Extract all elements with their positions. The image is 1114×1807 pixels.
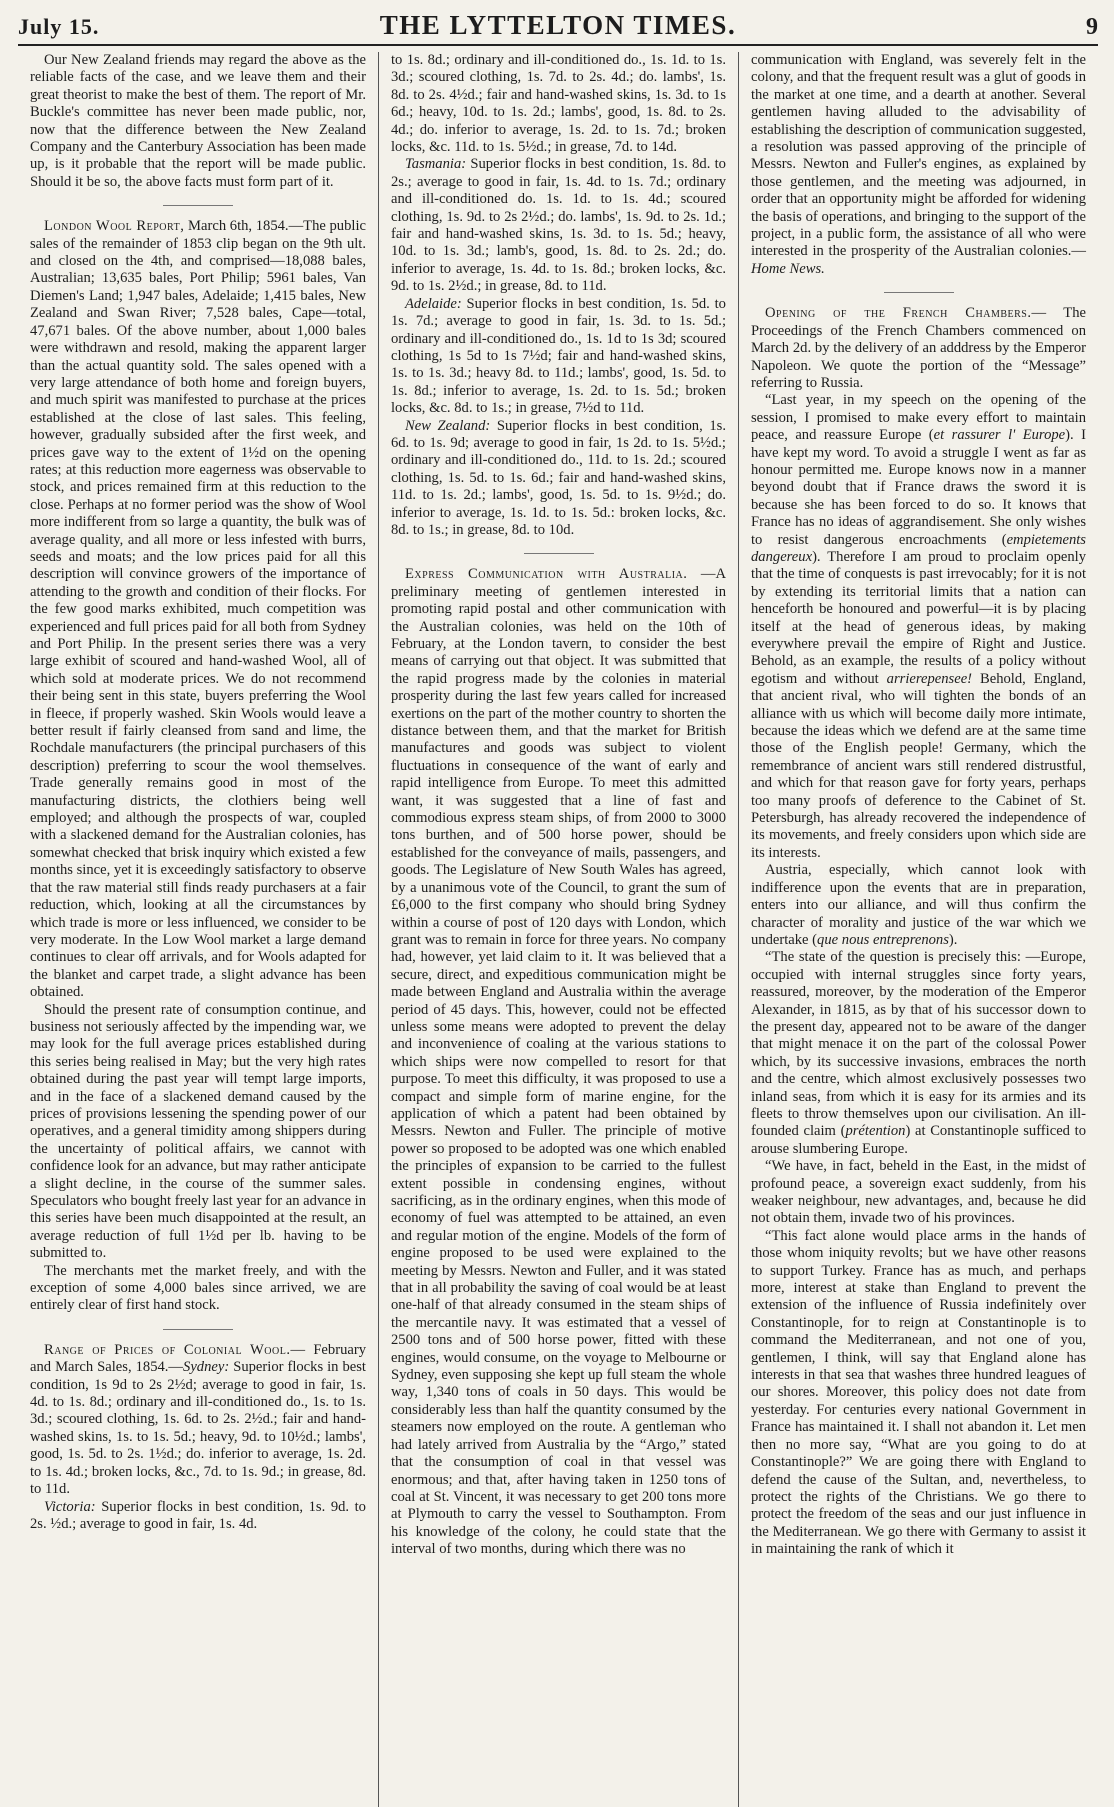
- french-paragraph-1: “Last year, in my speech on the opening of the session, I promised to make every effort to maintain peace, and reassure Europe (et rassurer l' Europe). I have kept my word. To avoid a struggle I went as far as honour permitted me. Europe knows now in a manner beyond doubt that if France draws the sword it is because she has been forced to do so. It knows that France has no ideas of aggrandisement. She only wishes to resist dangerous encroachments (empietements dangereux). Therefore I am proud to proclaim openly that the time of conquests is past irrevocably; for it is not by extending its territorial limits that a nation can henceforth be honoured and powerful—it is by placing itself at the head of generous ideas, by making everywhere prevail the empire of Right and Justice. Behold, as an example, the results of a policy without egotism and without arrierepensee! Behold, England, that ancient rival, who will tighten the bonds of an alliance with us which will become daily more intimate, because the ideas which we defend are at the same time those of the English people! Germany, which the remembrance of ancient wars still rendered distrustful, and which for that reason gave for forty years, perhaps too many proofs of deference to the Cabinet of St. Petersburgh, has already recovered the independence of its movements, and freely considers upon which side are its interests.: [751, 392, 1086, 861]
- range-heading: Range of Prices of Colonial Wool.—: [44, 1341, 306, 1358]
- wool-report-heading: London Wool Report,: [44, 218, 185, 235]
- section-divider: [884, 292, 954, 293]
- column-1: [18, 52, 378, 1807]
- issue-date: July 15.: [18, 14, 100, 39]
- french-paragraph-5: “This fact alone would place arms in the hands of those whom iniquity revolts; but we have other reasons to support Turkey. France has as much, and perhaps more, interest at stake than England to prevent the extension of the influence of Russia indefinitely over Constantinople, for to reign at Constantinople is to command the Mediterranean, and not one of you, gentlemen, I think, will say that England alone has interests in that sea that washes three hundred leagues of our shores. Moreover, this policy does not date from yesterday. For centuries every national Government in France has maintained it. I shall not abandon it. Let men then no more say, “What are you going to do at Constantinople?” We are going there with England to defend the cause of the Sultan, and, nevertheless, to protect the rights of the Christians. We go there to protect the freedom of the seas and our just influence in the Mediterranean. We go there with Germany to assist it in maintaining the rank of which it: [751, 1227, 1086, 1558]
- source-credit: Home News.: [751, 260, 825, 277]
- adelaide-paragraph: Adelaide: Superior flocks in best condition, 1s. 5d. to 1s. 7d.; average to good in fair, 1s. 3d. to 1s. 5d.; ordinary and ill-conditioned do., 1s. 1d to 1s 3d; scoured clothing, 1s 5d to 1s 7½d; fair and hand-washed skins, 1s. to 1s. 3d.; heavy 8d. to 11d.; lambs', good, 1s. 5d. to 1s. 8d.; inferior to average, 1s. 2d. to 1s. 5d.; broken locks, &c. 8d. to 1s.; in grease, 7½d to 11d.: [391, 295, 726, 417]
- column-3: [738, 52, 1098, 1807]
- french-paragraph-2: Austria, especially, which cannot look with indifference upon the events that are in preparation, enters into our alliance, and will thus confirm the character of morality and justice of the war which we undertake (que nous entreprenons).: [751, 862, 1086, 948]
- section-divider: [163, 1329, 233, 1330]
- express-heading: Express Communication with Australia.: [405, 566, 688, 583]
- page-number: 9: [1086, 14, 1098, 40]
- french-paragraph-3: “The state of the question is precisely this: —Europe, occupied with internal struggles since forty years, reassured, moreover, by the moderation of the Emperor Alexander, in 1815, as by that of his successor down to the present day, appeared not to be aware of the danger that might menace it on the part of the colossal Power which, by its successive invasions, embraces the north and the centre, which almost exclusively possesses two inland seas, from which it is easy for its armies and its fleets to throw themselves upon our civilisation. An ill-founded claim (prétention) at Constantinople sufficed to arouse slumbering Europe.: [751, 949, 1086, 1157]
- newspaper-title: THE LYTTELTON TIMES.: [379, 10, 737, 40]
- tasmania-label: Tasmania:: [405, 156, 467, 173]
- adelaide-label: Adelaide:: [405, 295, 462, 312]
- article-columns: [18, 52, 1098, 1807]
- section-divider: [524, 553, 594, 554]
- new-zealand-label: New Zealand:: [405, 417, 491, 434]
- sydney-label: Sydney:: [183, 1359, 230, 1376]
- intro-paragraph: Our New Zealand friends may regard the above as the reliable facts of the case, and we leave them and their great theorist to make the best of them. The report of Mr. Buckle's committee has never been made public, nor, now that the difference between the New Zealand Company and the Canterbury Association has been made up, is it probable that the report will be made public. Should it be so, the above facts must form part of it.: [30, 52, 366, 190]
- tasmania-paragraph: Tasmania: Superior flocks in best condition, 1s. 8d. to 2s.; average to good in fair, 1s. 4d. to 1s. 7d.; ordinary and ill-conditioned do. 1s. 1d. to 1s. 4d.; scoured clothing, 1s. 9d. to 2s 2½d.; do. lambs', 1s. 9d. to 2s. 1d.; fair and hand-washed skins, 1s. 3d. to 1s. 5d.; heavy, 10d. to 1s. 3d.; lamb's, good, 1s. 8d. to 2s. 2d.; do. inferior to average, 1s. 4d. to 1s. 8d.; broken locks, &c. 9d. to 1s. 2½d.; in grease, 8d. to 11d.: [391, 156, 726, 295]
- wool-report-paragraph-2: Should the present rate of consumption continue, and business not seriously affected by the impending war, we may look for the full average prices established during this series being realised in May; but the very high rates obtained during the past year will tempt large imports, and in the face of a slackened demand caused by the prices of provisions lessening the spending power of our operatives, and a general timidity among shippers during the uncertainty of political affairs, we cannot with confidence look for an advance, but may rather anticipate a slight decline, in the course of the summer sales. Speculators who bought freely last year for an advance in this series have been much disappointed at the result, an average reduction of full 1½d per lb. having to be submitted to.: [30, 1001, 366, 1262]
- section-divider: [163, 205, 233, 206]
- wool-report-paragraph-3: The merchants met the market freely, and with the exception of some 4,000 bales since arrived, we are entirely clear of first hand stock.: [30, 1262, 366, 1314]
- french-chambers-paragraph: Opening of the French Chambers.— The Proceedings of the French Chambers commenced on March 2d. by the delivery of an adddress by the Emperor Napoleon. We quote the portion of the “Message” referring to Russia.: [751, 305, 1086, 391]
- victoria-label: Victoria:: [44, 1498, 96, 1515]
- french-paragraph-4: “We have, in fact, beheld in the East, in the midst of profound peace, a sovereign exact suddenly, from his weaker neighbour, new advantages, and, because he did not obtain them, invade two of his provinces.: [751, 1158, 1086, 1227]
- new-zealand-paragraph: New Zealand: Superior flocks in best condition, 1s. 6d. to 1s. 9d; average to good in fair, 1s 2d. to 1s. 5½d.; ordinary and ill-conditioned do., 11d. to 1s. 2d.; scoured clothing, 1s. 5d. to 1s. 6d.; fair and hand-washed skins, 11d. to 1s. 2d.; lambs', good, 1s. 5d. to 1s. 9½d.; do. inferior to average, 1s. 1d. to 1s. 5d.: broken locks, &c. 8d. to 1s.; in grease, 8d. to 10d.: [391, 417, 726, 538]
- wool-report-paragraph: London Wool Report, March 6th, 1854.—The public sales of the remainder of 1853 clip began on the 9th ult. and closed on the 4th, and comprised—18,088 bales, Australian; 13,635 bales, Port Philip; 5961 bales, Van Diemen's Land; 1,947 bales, Adelaide; 1,415 bales, New Zealand and Swan River; 7,528 bales, Cape—total, 47,671 bales. Of the above number, about 1,000 bales were withdrawn and resold, making the apparent larger than the actual quantity sold. The sales opened with a very large attendance of both home and foreign buyers, and much spirit was manifested to purchase at the prices established at the close of last sales. This feeling, however, gradually subsided after the first week, and prices gave way to the extent of 1½d on the opening rates; at this reduction more eagerness was observable to stock, and prices remained firm at this reduction to the close. Perhaps at no former period was the show of Wool more indifferent from so large a quantity, the bulk was of average quality, and all more or less infested with burrs, seeds and moats; and the low prices paid for all this description will convince growers of the importance of attending to the growth and condition of their flocks. For the few good marks exhibited, much competition was experienced and full prices paid for all both from Sydney and Port Philip. In the present series there was a very large exhibit of scoured and hand-washed Wool, all of which sold at moderate prices. We do not recommend their being sent in this state, buyers preferring the Wool in fleece, if properly washed. Skin Wools would leave a better result if fairly cleansed from sand and lime, the Rochdale manufacturers (the principal purchasers of this description) preferring to scour the wool themselves. Trade generally remains good in most of the manufacturing districts, the clothiers being well employed; and although the prospects of war, coupled with a slackened demand for the Australian colonies, has somewhat checked that brisk inquiry which existed a few months since, yet it is exceedingly satisfactory to observe that the raw material still finds ready purchasers at a fair reduction, which, looking at all the circumstances by which trade is more or less influenced, we consider to be very moderate. In the Low Wool market a large demand continues to clear off arrivals, and for Wools adapted for the blanket and carpet trade, a slight advance has been obtained.: [30, 218, 366, 1001]
- victoria-paragraph: Victoria: Superior flocks in best condition, 1s. 9d. to 2s. ½d.; average to good in fair, 1s. 4d.: [30, 1498, 366, 1532]
- french-chambers-heading: Opening of the French Chambers.—: [765, 305, 1047, 322]
- range-heading-paragraph: Range of Prices of Colonial Wool.— February and March Sales, 1854.—Sydney: Superior flocks in best condition, 1s 9d to 2s 2½d; average to good in fair, 1s. 4d. to 1s. 8d.; ordinary and ill-conditioned do., 1s. to 1s. 3d.; scoured clothing, 1s. 6d. to 2s. 2½d.; fair and hand-washed skins, 1s. to 1s. 5d.; heavy, 9d. to 10½d.; lambs', good, 1s. 5d. to 2s. 1½d.; do. inferior to average, 1s. 2d. to 1s. 4d.; broken locks, &c., 7d. to 1s. 9d.; in grease, 8d. to 11d.: [30, 1341, 366, 1498]
- express-continued: communication with England, was severely felt in the colony, and that the frequent result was a glut of goods in the market at one time, and a dearth at another. Several gentlemen having alluded to the advisability of establishing the description of communication suggested, a resolution was passed approving of the principle of Messrs. Newton and Fuller's engines, as explained by those gentlemen, and the meeting was adjourned, in order that an opportunity might be afforded for widening the basis of operations, and bringing to the support of the project, in a public form, the assistance of all who were interested in the prosperity of the Australian colonies.—Home News.: [751, 52, 1086, 277]
- column-2: [378, 52, 738, 1807]
- masthead: [18, 10, 1098, 46]
- victoria-continued: to 1s. 8d.; ordinary and ill-conditioned do., 1s. 1d. to 1s. 3d.; scoured clothing, 1s. 7d. to 2s. 4d.; do. lambs', 1s. 8d. to 2s. 4½d.; fair and hand-washed skins, 1s. 3d. to 1s 6d.; heavy, 10d. to 1s. 2d.; lambs', good, 1s. 8d. to 2s. 4d.; do. inferior to average, 1s. 2d. to 1s. 7d.; broken locks, &c. 11d. to 1s. 5½d.; in grease, 7d. to 14d.: [391, 52, 726, 156]
- express-paragraph: Express Communication with Australia. —A preliminary meeting of gentlemen interested in promoting rapid postal and other communication with the Australian colonies, was held on the 10th of February, at the London tavern, to consider the best means of carrying out that object. It was submitted that the rapid progress made by the colonies in material prosperity during the last few years called for increased exertions on the part of the mother country to shorten the distance between them, and that the market for British manufactures and goods was subject to violent fluctuations in consequence of the want of early and rapid intelligence from Europe. To meet this admitted want, it was suggested that a line of fast and commodious express steam ships, of from 2000 to 3000 tons burthen, and of 500 horse power, should be established for the conveyance of mails, passengers, and goods. The Legislature of New South Wales has agreed, by a unanimous vote of the Council, to grant the sum of £6,000 to the first company who should bring Sydney within a course of post of 120 days with London, which grant was to remain in force for three years. No company had, however, yet laid claim to it. It was believed that a secure, direct, and expeditious communication might be made between England and Australia within the average period of 45 days. This, however, could not be effected unless some means were adopted to prevent the delay and inconvenience of coaling at the various stations to which ships were now compelled to resort for that purpose. To meet this difficulty, it was proposed to use a compact and simple form of marine engine, for the application of which a patent had been obtained by Messrs. Newton and Fuller. The principle of motive power so proposed to be adopted was one which enabled the principles of expansion to be carried to the fullest extent possible in condensing engines, without sacrificing, as in the ordinary engines, when this mode of economy of fuel was attempted to be attained, an even and regular motion of the engine. Models of the form of engine proposed to be used were explained to the meeting by Messrs. Newton and Fuller, and it was stated that in all probability the saving of coal would be at least one-half of that already consumed in the steam ships of the mercantile navy. It was estimated that a vessel of 2500 tons and of 500 horse power, fitted with these engines, would consume, on the voyage to Melbourne or Sydney, even supposing she kept up full steam the whole way, 1,340 tons of coals in 50 days. This would be considerably less than half the quantity consumed by the steamers now employed on the route. A gentleman who had lately arrived from Australia by the “Argo,” stated that the consumption of coal in that vessel was enormous; and that, after having taken in 1250 tons of coal at St. Vincent, it was necessary to get 200 tons more at Plymouth to carry the vessel to Southampton. From his knowledge of the colony, he could state that the interval of two months, during which there was no: [391, 566, 726, 1558]
